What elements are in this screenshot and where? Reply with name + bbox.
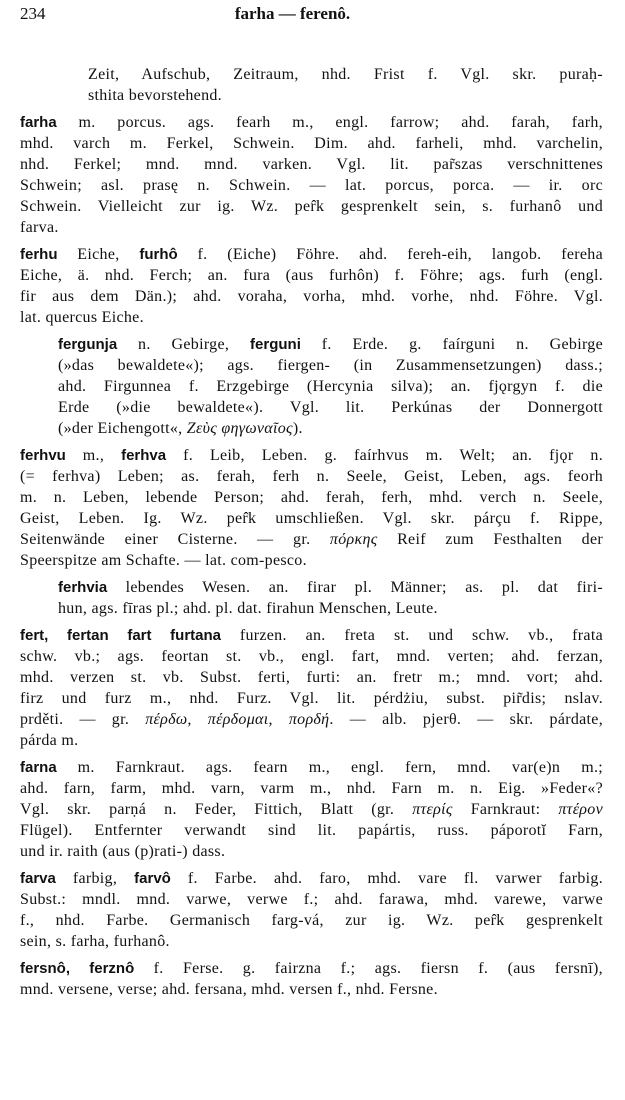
greek-text: πέρδω, πέρδομαι, πορδή xyxy=(145,711,330,728)
headword: ferhvia xyxy=(58,579,108,596)
entry-text: f., nhd. Farbe. Germanisch farg-vá, zur ig. Wz. per̂k gesprenkelt xyxy=(20,912,603,929)
entry-text: mhd. varch m. Ferkel, Schwein. Dim. ahd. farheli, mhd. varchelin, xyxy=(20,135,603,152)
entry-text: fir aus dem Dän.); ahd. voraha, vorha, mhd. vorhe, nhd. Föhre. Vgl. xyxy=(20,288,603,305)
entry-text: Reif zum Festhalten der xyxy=(377,531,603,548)
entry-text: (= ferhva) Leben; as. ferah, ferh n. Seele, Geist, Leben, ags. feorh xyxy=(20,468,603,485)
headword: ferhva xyxy=(121,447,167,464)
entry-text: m. n. Leben, lebende Person; ahd. ferah, ferh, mhd. verch n. Seele, xyxy=(20,489,603,506)
dictionary-entry xyxy=(20,112,603,238)
text-line xyxy=(20,709,603,730)
text-line xyxy=(20,217,603,238)
entry-text: hun, ags. fīras pl.; ahd. pl. dat. firahun Menschen, Leute. xyxy=(58,600,438,617)
text-line xyxy=(20,445,603,466)
text-line xyxy=(20,286,603,307)
entry-text: furzen. an. freta st. und schw. vb., frata xyxy=(221,627,603,644)
text-line xyxy=(20,799,603,820)
greek-text: πόρκης xyxy=(329,531,378,548)
text-line xyxy=(58,418,603,439)
entry-text: Seitenwände einer Cisterne. — gr. xyxy=(20,531,330,548)
entry-text: f. Erde. g. faírguni n. Gebirge xyxy=(300,336,603,353)
entry-text: farbig, xyxy=(55,870,135,887)
text-line xyxy=(20,196,603,217)
greek-text: Ζεὺς φηγωναῖος xyxy=(186,420,293,437)
headword: fergunja xyxy=(58,336,118,353)
text-line xyxy=(20,529,603,550)
text-line xyxy=(88,85,603,106)
entry-text: Flügel). Entfernter verwandt sind lit. papártis, russ. páporotĭ Farn, xyxy=(20,822,603,839)
text-line xyxy=(20,265,603,286)
entry-text: m. Farnkraut. ags. fearn m., engl. fern, mnd. var(e)n m.; xyxy=(56,759,603,776)
dictionary-entry xyxy=(20,757,603,862)
entry-text: nhd. Ferkel; mnd. mnd. varken. Vgl. lit. par̃szas verschnittenes xyxy=(20,156,603,173)
entry-text: Vgl. skr. parṇá n. Feder, Fittich, Blatt (gr. xyxy=(20,801,413,818)
entry-text: (»der Eichengott«, xyxy=(58,420,187,437)
headword: farva xyxy=(20,870,56,887)
text-line xyxy=(20,688,603,709)
text-line xyxy=(20,133,603,154)
text-line xyxy=(20,841,603,862)
headword: ferguni xyxy=(250,336,301,353)
entry-text: . — alb. pjerθ. — skr. párdate, xyxy=(329,711,603,728)
headword: ferhu xyxy=(20,246,58,263)
dictionary-entry xyxy=(20,958,603,1000)
entry-text: (»das bewaldete«); ags. fiergen- (in Zusammensetzungen) dass.; xyxy=(58,357,603,374)
entry-text: mhd. verzen st. vb. Subst. ferti, furti: an. fretr m.; mnd. vort; ahd. xyxy=(20,669,603,686)
text-line xyxy=(20,958,603,979)
text-line xyxy=(20,757,603,778)
text-line xyxy=(20,625,603,646)
entry-text: f. (Eiche) Föhre. ahd. fereh-eih, langob. fereha xyxy=(177,246,603,263)
dictionary-entry xyxy=(20,244,603,328)
headword: farha xyxy=(20,114,57,131)
entry-text: lat. quercus Eiche. xyxy=(20,309,144,326)
entry-text: f. Leib, Leben. g. faírhvus m. Welt; an. fjǫr n. xyxy=(166,447,603,464)
text-line xyxy=(88,64,603,85)
text-line xyxy=(20,778,603,799)
entry-text: Schwein; asl. prasę n. Schwein. — lat. porcus, porca. — ir. orc xyxy=(20,177,603,194)
dictionary-body xyxy=(20,64,603,1006)
page-number: 234 xyxy=(20,4,46,23)
text-line xyxy=(58,397,603,418)
entry-text: firz und furz m., nhd. Furz. Vgl. lit. pérdżiu, subst. pir̃dis; nslav. xyxy=(20,690,603,707)
entry-text: ahd. Firgunnea f. Erzgebirge (Hercynia silva); an. fjǫrgyn f. die xyxy=(58,378,603,395)
text-line xyxy=(20,667,603,688)
text-line xyxy=(20,931,603,952)
text-line xyxy=(58,334,603,355)
entry-text: n. Gebirge, xyxy=(117,336,251,353)
headword: farvô xyxy=(134,870,171,887)
entry-text: f. Farbe. ahd. faro, mhd. vare fl. varwer farbig. xyxy=(170,870,603,887)
entry-text: Geist, Leben. Ig. Wz. per̂k umschließen. Vgl. skr. párçu f. Rippe, xyxy=(20,510,603,527)
text-line xyxy=(20,550,603,571)
entry-text: Schwein. Vielleicht zur ig. Wz. per̂k gesprenkelt sein, s. furhanô und xyxy=(20,198,603,215)
text-line xyxy=(20,889,603,910)
headword: farna xyxy=(20,759,57,776)
headword: ferhvu xyxy=(20,447,66,464)
entry-text: Subst.: mndl. mnd. varwe, verwe f.; ahd. farawa, mhd. varewe, varwe xyxy=(20,891,603,908)
dictionary-entry xyxy=(20,625,603,751)
text-line xyxy=(20,868,603,889)
entry-text: ). xyxy=(292,420,303,437)
entry-text: f. Ferse. g. fairzna f.; ags. fiersn f. (aus fersnī), xyxy=(134,960,603,977)
text-line xyxy=(58,577,603,598)
text-line xyxy=(20,154,603,175)
entry-text: ahd. farn, farm, mhd. varn, varm m., nhd. Farn m. n. Eig. »Feder«? xyxy=(20,780,603,797)
entry-text: Erde (»die bewaldete«). Vgl. lit. Perkúnas der Donnergott xyxy=(58,399,603,416)
entry-text: lebendes Wesen. an. firar pl. Männer; as. pl. dat firi- xyxy=(107,579,603,596)
text-line xyxy=(58,376,603,397)
entry-text: prděti. — gr. xyxy=(20,711,146,728)
text-line xyxy=(20,979,603,1000)
entry-text: Farnkraut: xyxy=(452,801,559,818)
entry-text: m. porcus. ags. fearh m., engl. farrow; ahd. farah, farh, xyxy=(56,114,603,131)
dictionary-entry xyxy=(20,64,603,106)
greek-text: πτέρον xyxy=(558,801,603,818)
entry-text: schw. vb.; ags. feortan st. vb., engl. fart, mnd. verten; ahd. ferzan, xyxy=(20,648,603,665)
text-line xyxy=(20,508,603,529)
text-line xyxy=(20,646,603,667)
entry-text: mnd. versene, verse; ahd. fersana, mhd. versen f., nhd. Fersne. xyxy=(20,981,438,998)
entry-text: m., xyxy=(65,447,122,464)
dictionary-entry xyxy=(20,445,603,571)
headword: fert, fertan fart furtana xyxy=(20,627,222,644)
page-header xyxy=(20,4,605,28)
entry-text: sthita bevorstehend. xyxy=(88,87,222,104)
text-line xyxy=(20,730,603,751)
text-line xyxy=(20,244,603,265)
entry-text: farva. xyxy=(20,219,59,236)
entry-text: Eiche, ä. nhd. Ferch; an. fura (aus furhôn) f. Föhre; ags. furh (engl. xyxy=(20,267,603,284)
text-line xyxy=(20,112,603,133)
text-line xyxy=(20,466,603,487)
text-line xyxy=(20,307,603,328)
headword: fersnô, ferznô xyxy=(20,960,135,977)
text-line xyxy=(20,487,603,508)
greek-text: πτερίς xyxy=(412,801,453,818)
entry-text: Eiche, xyxy=(57,246,140,263)
dictionary-entry xyxy=(20,868,603,952)
text-line xyxy=(20,175,603,196)
text-line xyxy=(58,355,603,376)
entry-text: párda m. xyxy=(20,732,79,749)
headword: furhô xyxy=(139,246,178,263)
running-title: farha — ferenô. xyxy=(234,4,351,23)
text-line xyxy=(58,598,603,619)
entry-text: sein, s. farha, furhanô. xyxy=(20,933,170,950)
dictionary-entry xyxy=(20,577,603,619)
entry-text: und ir. raith (aus (p)rati-) dass. xyxy=(20,843,226,860)
dictionary-entry xyxy=(20,334,603,439)
text-line xyxy=(20,910,603,931)
entry-text: Speerspitze am Schafte. — lat. com-pesco. xyxy=(20,552,307,569)
entry-text: Zeit, Aufschub, Zeitraum, nhd. Frist f. Vgl. skr. puraḥ- xyxy=(88,66,603,83)
text-line xyxy=(20,820,603,841)
